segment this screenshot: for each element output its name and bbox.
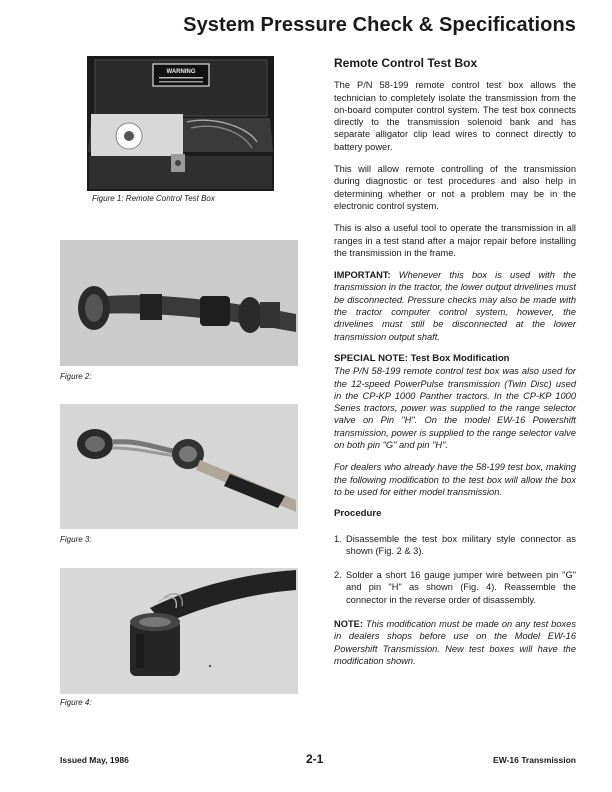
procedure-step xyxy=(334,569,576,606)
test-stand-paragraph: This is also a useful tool to operate the transmission in all ranges in a test stand after a major repair before installing the transmission in the frame. xyxy=(334,223,576,258)
step-text: Disassemble the test box military style connector as shown (Fig. 2 & 3). xyxy=(346,533,576,556)
warning-label: WARNING xyxy=(166,69,196,75)
step-number: 2. xyxy=(334,570,342,581)
important-paragraph xyxy=(334,269,576,343)
page-title: System Pressure Check & Specifications xyxy=(183,14,576,36)
figure-4-photo xyxy=(60,568,298,694)
note-paragraph xyxy=(334,618,576,667)
intro-paragraph: The P/N 58-199 remote control test box allows the technician to completely isolate the transmission from the on-board computer control system. The test box connects directly to the transmission solenoid bank and has separate alligator clip lead wires to connect directly to battery power. xyxy=(334,80,576,152)
dealers-paragraph: For dealers who already have the 58-199 test box, making the following modification to the test box will allow the box to be used for either model transmission. xyxy=(334,462,576,497)
note-label: NOTE: xyxy=(334,618,363,629)
section-title: Remote Control Test Box xyxy=(334,56,478,70)
important-text: Whenever this box is used with the transmission in the tractor, the lower output drivelines must be disconnected. Pressure checks may also be made with the tractor computer control system, however, the drivelines must still be disconnected at the lower transmission output shaft. xyxy=(334,270,576,342)
step-text: Solder a short 16 gauge jumper wire between pin "G" and pin "H" as shown (Fig. 4). Reassemble the connector in the reverse order of disassembly. xyxy=(346,570,576,605)
footer-document-title: EW-16 Transmission xyxy=(493,755,576,765)
special-note-heading: SPECIAL NOTE: Test Box Modification xyxy=(334,352,510,364)
figure-1-photo xyxy=(87,56,274,191)
note-text: This modification must be made on any test boxes in dealers shops before use on the Model EW-16 Powershift Transmission. New test boxes will have the modification shown. xyxy=(334,618,576,666)
procedure-step xyxy=(334,533,576,558)
figure-1-caption: Figure 1: Remote Control Test Box xyxy=(92,194,215,203)
procedure-heading: Procedure xyxy=(334,508,382,520)
figure-4-caption: Figure 4: xyxy=(60,698,92,707)
figure-3-caption: Figure 3: xyxy=(60,535,92,544)
main-text-column xyxy=(334,57,576,677)
special-note-text: The P/N 58-199 remote control test box was also used for the 12-speed PowerPulse transmission (Twin Disc) used in the CP-KP 1000 Panther tractors. In the CP-KP 1000 Series tractors, power was supplied to the range selector valve on Pin "H". On the model EW-16 Powershift transmission, power is supplied to the range selector valve on both pin "G" and pin "H". xyxy=(334,366,576,451)
page-number: 2-1 xyxy=(306,752,324,766)
remote-control-paragraph: This will allow remote controlling of the transmission during diagnostic or test procedures and also help in determining whether or not a problem may be in the electronic control system. xyxy=(334,164,576,211)
figure-2-photo xyxy=(60,240,298,366)
step-number: 1. xyxy=(334,533,342,544)
footer-issued-date: Issued May, 1986 xyxy=(60,755,129,765)
figure-2-caption: Figure 2: xyxy=(60,372,92,381)
important-label: IMPORTANT: xyxy=(334,270,391,281)
procedure-steps xyxy=(334,533,576,606)
figure-3-photo xyxy=(60,404,298,529)
